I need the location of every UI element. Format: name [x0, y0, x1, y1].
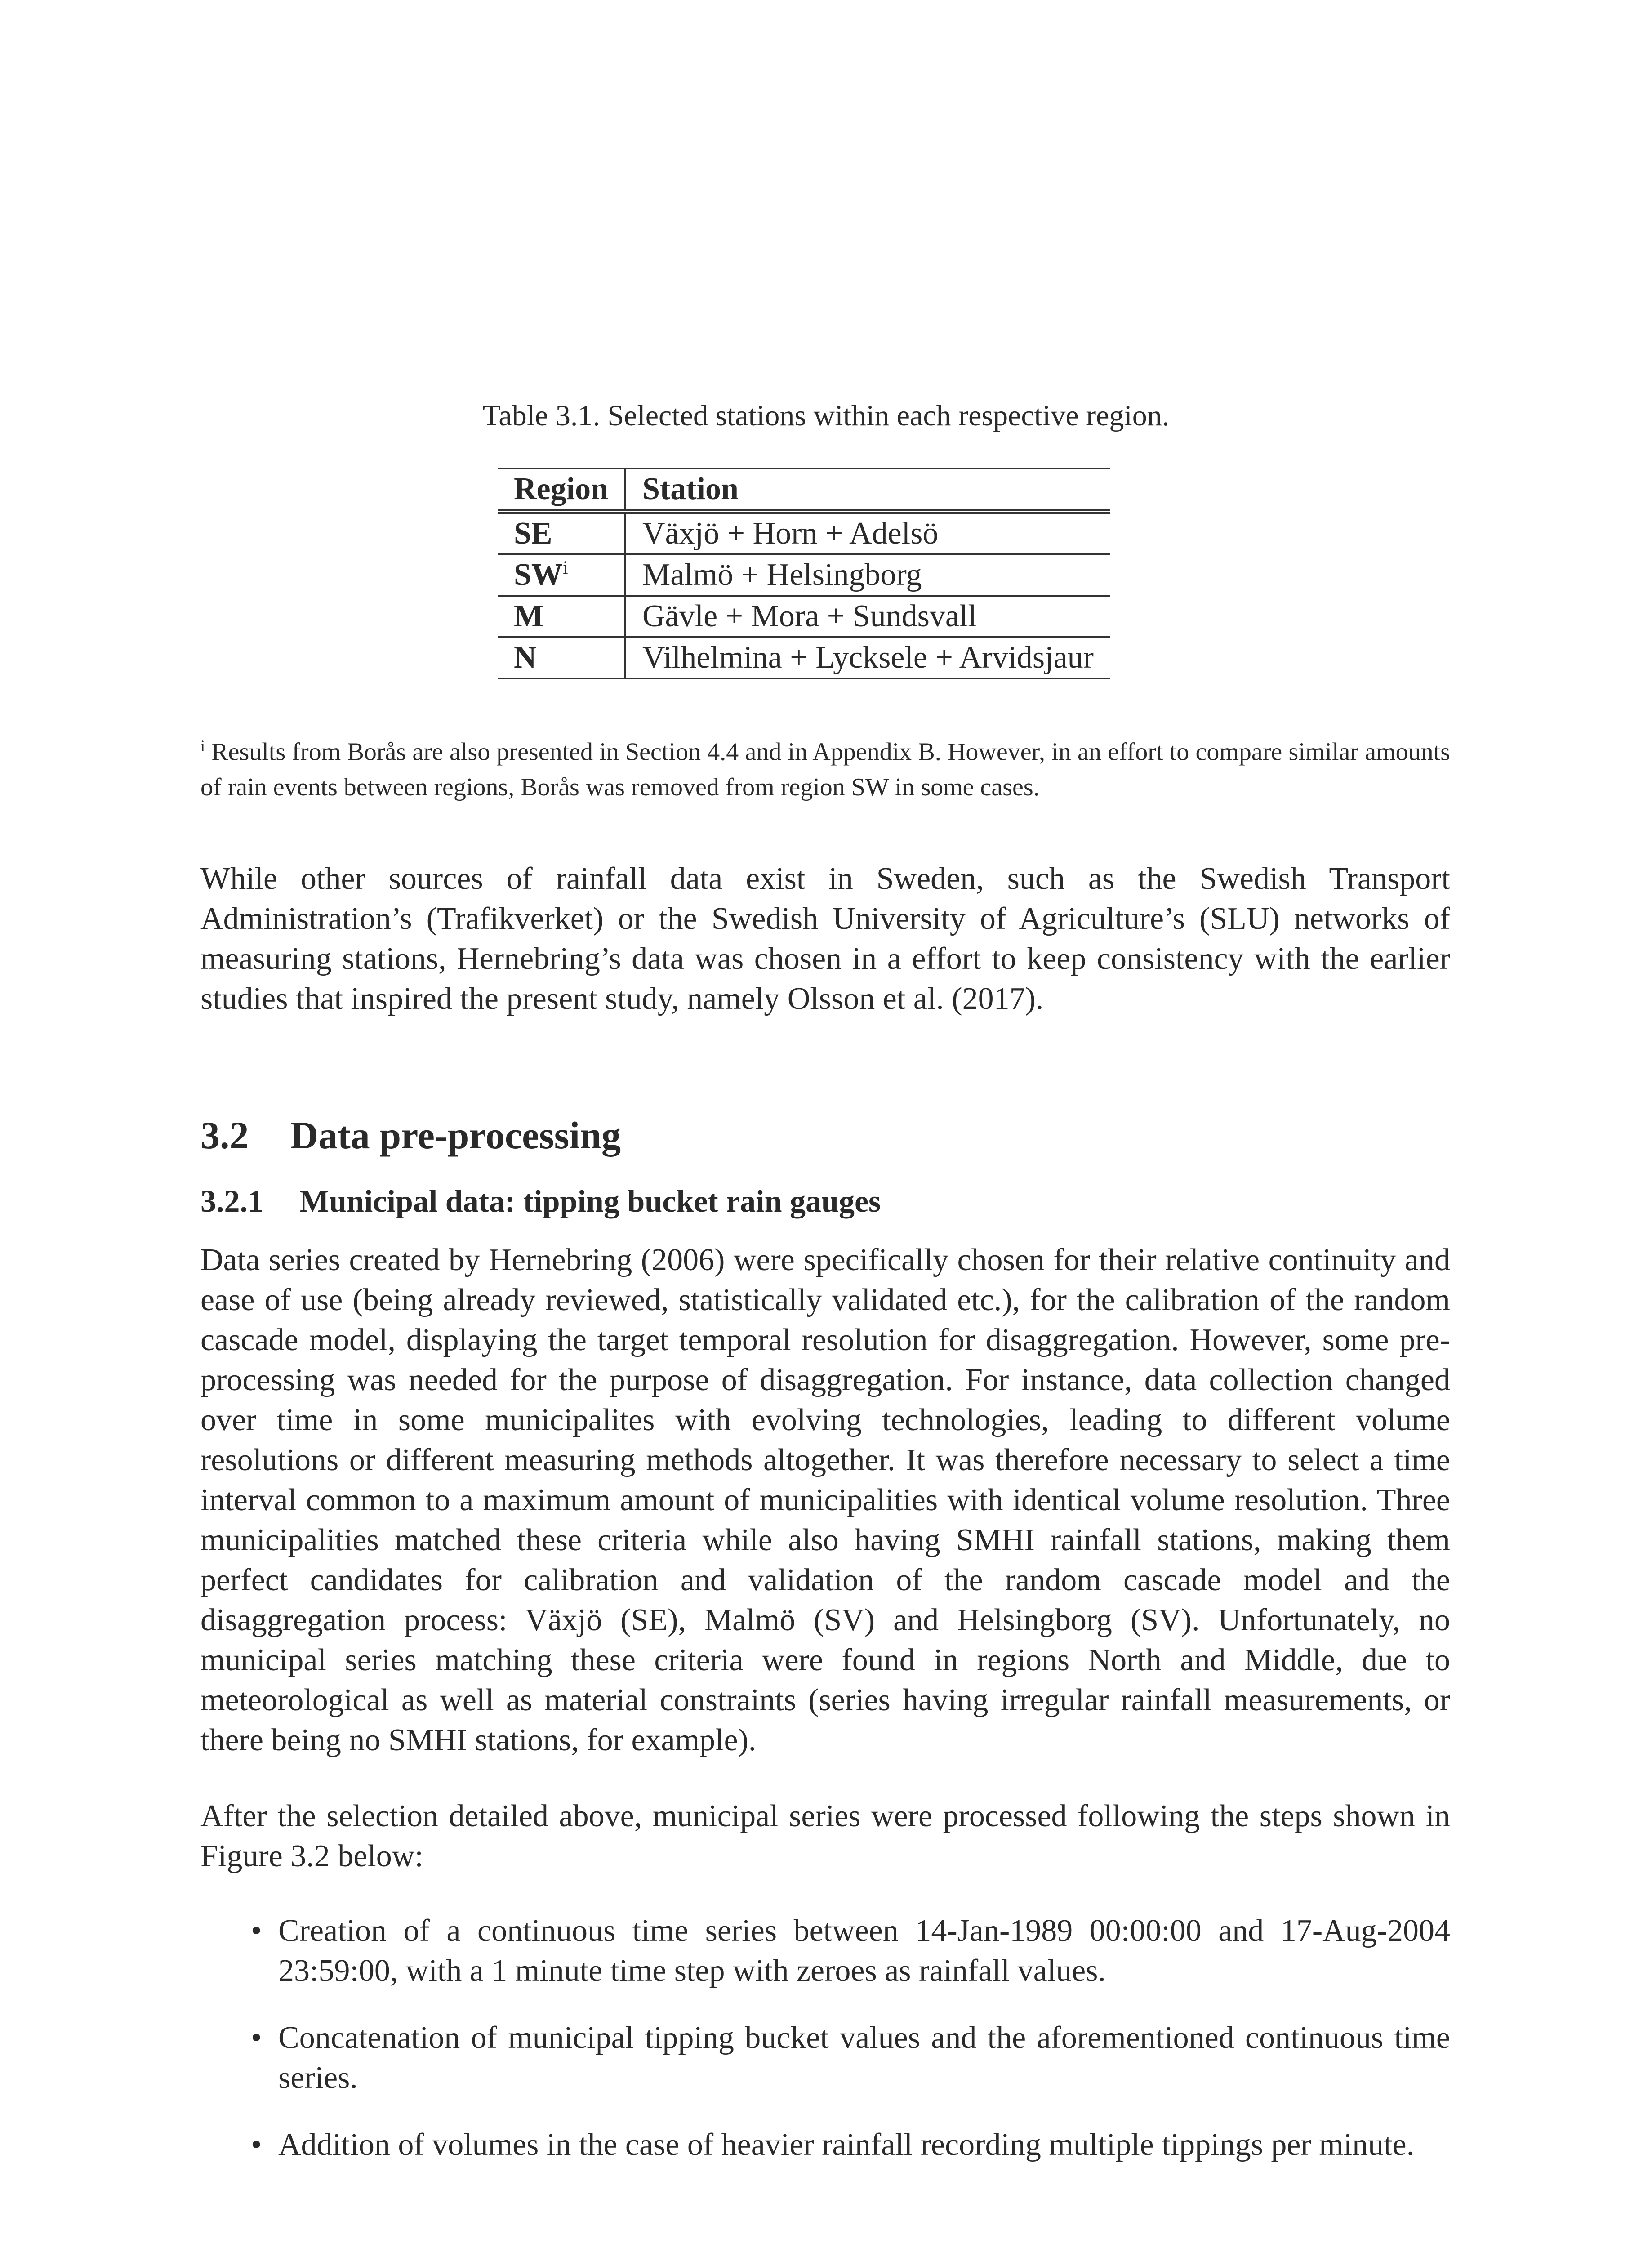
station-cell: Malmö + Helsingborg [625, 554, 1110, 596]
region-cell [498, 596, 625, 637]
table-caption: Table 3.1. Selected stations within each respective region. [482, 399, 1170, 432]
intro-paragraph: While other sources of rainfall data exist in Sweden, such as the Swedish Transport Administration’s (Trafikverket) or the Swedish University of Agriculture’s (SLU) networks of measuring stations, Hernebring’s data was chosen in a effort to keep consistency with the earlier studies that inspired the present study, namely Olsson et al. (2017). [200, 861, 1450, 1016]
list-item-text: Creation of a continuous time series between 14-Jan-1989 00:00:00 and 17-Aug-2004 23:59:00, with a 1 minute time step with zeroes as rainfall values. [278, 1913, 1450, 1988]
station-cell: Vilhelmina + Lycksele + Arvidsjaur [625, 637, 1110, 678]
subsection-title: Municipal data: tipping bucket rain gauges [299, 1184, 881, 1219]
after-paragraph: After the selection detailed above, municipal series were processed following the steps shown in Figure 3.2 below: [200, 1799, 1450, 1873]
subsection-heading [200, 1182, 881, 1222]
bullet-icon: • [251, 1913, 262, 1948]
footnote-marker: i [200, 737, 205, 755]
list-item [200, 2018, 1450, 2098]
table-footnote [200, 728, 1450, 805]
table-row [498, 554, 1110, 596]
region-cell [498, 637, 625, 678]
table-row [498, 596, 1110, 637]
region-label: SW [514, 558, 563, 592]
section-heading [200, 1111, 621, 1160]
section-number: 3.2 [200, 1114, 249, 1157]
section-title: Data pre-processing [290, 1114, 621, 1157]
list-item-text: Concatenation of municipal tipping bucket values and the aforementioned continuous time series. [278, 2021, 1450, 2095]
station-cell: Växjö + Horn + Adelsö [625, 512, 1110, 555]
subsection-number: 3.2.1 [200, 1184, 263, 1219]
bullet-icon: • [251, 2128, 262, 2162]
region-label: M [514, 599, 544, 633]
region-label: N [514, 640, 537, 675]
stations-table [498, 468, 1110, 679]
table-row [498, 637, 1110, 678]
processing-steps-list [200, 1911, 1450, 2192]
region-label: SE [514, 516, 552, 551]
list-item [200, 2125, 1450, 2165]
bullet-icon: • [251, 2021, 262, 2055]
table-row [498, 512, 1110, 555]
station-cell: Gävle + Mora + Sundsvall [625, 596, 1110, 637]
list-item [200, 1911, 1450, 1991]
list-item-text: Addition of volumes in the case of heavier rainfall recording multiple tippings per minute. [278, 2128, 1415, 2162]
region-cell [498, 554, 625, 596]
table-header-row [498, 468, 1110, 512]
body-paragraph: Data series created by Hernebring (2006) were specifically chosen for their relative continuity and ease of use (being already reviewed, statistically validated etc.), for the calibration of the random cascade model, displaying the target temporal resolution for disaggregation. However, some pre-processing was needed for the purpose of disaggregation. For instance, data collection changed over time in some municipalites with evolving technologies, leading to different volume resolutions or different measuring methods altogether. It was therefore necessary to select a time interval common to a maximum amount of municipalities with identical volume resolution. Three municipalities matched these criteria while also having SMHI rainfall stations, making them perfect candidates for calibration and validation of the random cascade model and the disaggregation process: Växjö (SE), Malmö (SV) and Helsingborg (SV). Unfortunately, no municipal series matching these criteria were found in regions North and Middle, due to meteorological as well as material constraints (series having irregular rainfall measurements, or there being no SMHI stations, for example). [200, 1243, 1450, 1757]
footnote-marker: i [562, 558, 568, 579]
column-header-region: Region [498, 468, 625, 512]
footnote-text: Results from Borås are also presented in Section 4.4 and in Appendix B. However, in an effort to compare similar amounts of rain events between regions, Borås was removed from region SW in some cases. [200, 738, 1451, 801]
column-header-station: Station [625, 468, 1110, 512]
region-cell [498, 512, 625, 555]
